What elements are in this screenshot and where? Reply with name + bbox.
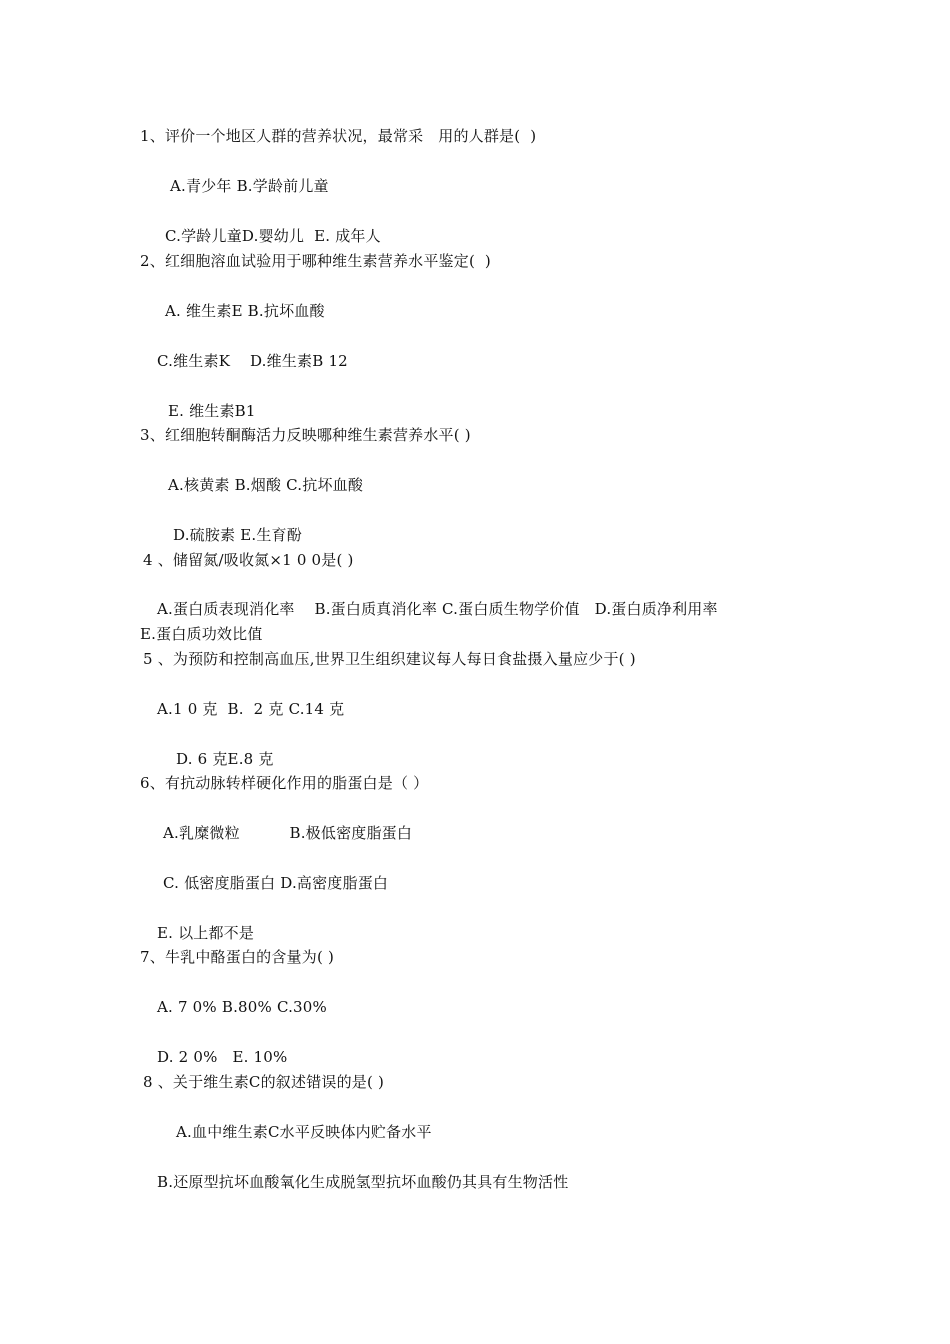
question-2-option-e: E. 维生素B1 — [168, 402, 256, 420]
question-2: 2、红细胞溶血试验用于哪种维生素营养水平鉴定( ) — [140, 252, 491, 270]
question-6-option-e: E. 以上都不是 — [157, 924, 255, 942]
question-8: 8 、关于维生素C的叙述错误的是( ) — [143, 1073, 385, 1091]
question-7-options-de: D. 2 0% E. 10% — [157, 1048, 288, 1066]
question-2-options-ab: A. 维生素E B.抗坏血酸 — [165, 302, 325, 320]
question-4-options-abcd: A.蛋白质表现消化率 B.蛋白质真消化率 C.蛋白质生物学价值 D.蛋白质净利用率 — [157, 600, 718, 618]
question-6-options-cd: C. 低密度脂蛋白 D.高密度脂蛋白 — [163, 874, 389, 892]
question-6: 6、有抗动脉转样硬化作用的脂蛋白是（ ） — [140, 774, 429, 792]
question-8-option-b: B.还原型抗坏血酸氧化生成脱氢型抗坏血酸仍其具有生物活性 — [157, 1173, 569, 1191]
question-6-options-ab: A.乳糜微粒 B.极低密度脂蛋白 — [163, 824, 413, 842]
question-7: 7、牛乳中酪蛋白的含量为( ) — [140, 948, 335, 966]
question-1-options-ab: A.青少年 B.学龄前儿童 — [170, 177, 329, 195]
question-5-options-abc: A.1 0 克 B. 2 克 C.14 克 — [157, 700, 345, 718]
question-1: 1、评价一个地区人群的营养状况，最常采 用的人群是( ) — [140, 127, 537, 145]
question-5-options-de: D. 6 克E.8 克 — [176, 750, 274, 768]
question-1-options-cde: C.学龄儿童D.婴幼儿 E. 成年人 — [165, 227, 381, 245]
question-3-options-de: D.硫胺素 E.生育酚 — [173, 526, 302, 544]
question-3-options-abc: A.核黄素 B.烟酸 C.抗坏血酸 — [168, 476, 364, 494]
question-4: 4 、储留氮/吸收氮×1 0 0是( ) — [143, 551, 354, 569]
question-8-option-a: A.血中维生素C水平反映体内贮备水平 — [176, 1123, 432, 1141]
question-7-options-abc: A. 7 0% B.80% C.30% — [157, 998, 327, 1016]
question-3: 3、红细胞转酮酶活力反映哪种维生素营养水平( ) — [140, 426, 471, 444]
question-2-options-cd: C.维生素K D.维生素B 12 — [157, 352, 348, 370]
question-4-option-e: E.蛋白质功效比值 — [140, 625, 263, 643]
question-5: 5 、为预防和控制高血压,世界卫生组织建议每人每日食盐摄入量应少于( ) — [143, 650, 636, 668]
